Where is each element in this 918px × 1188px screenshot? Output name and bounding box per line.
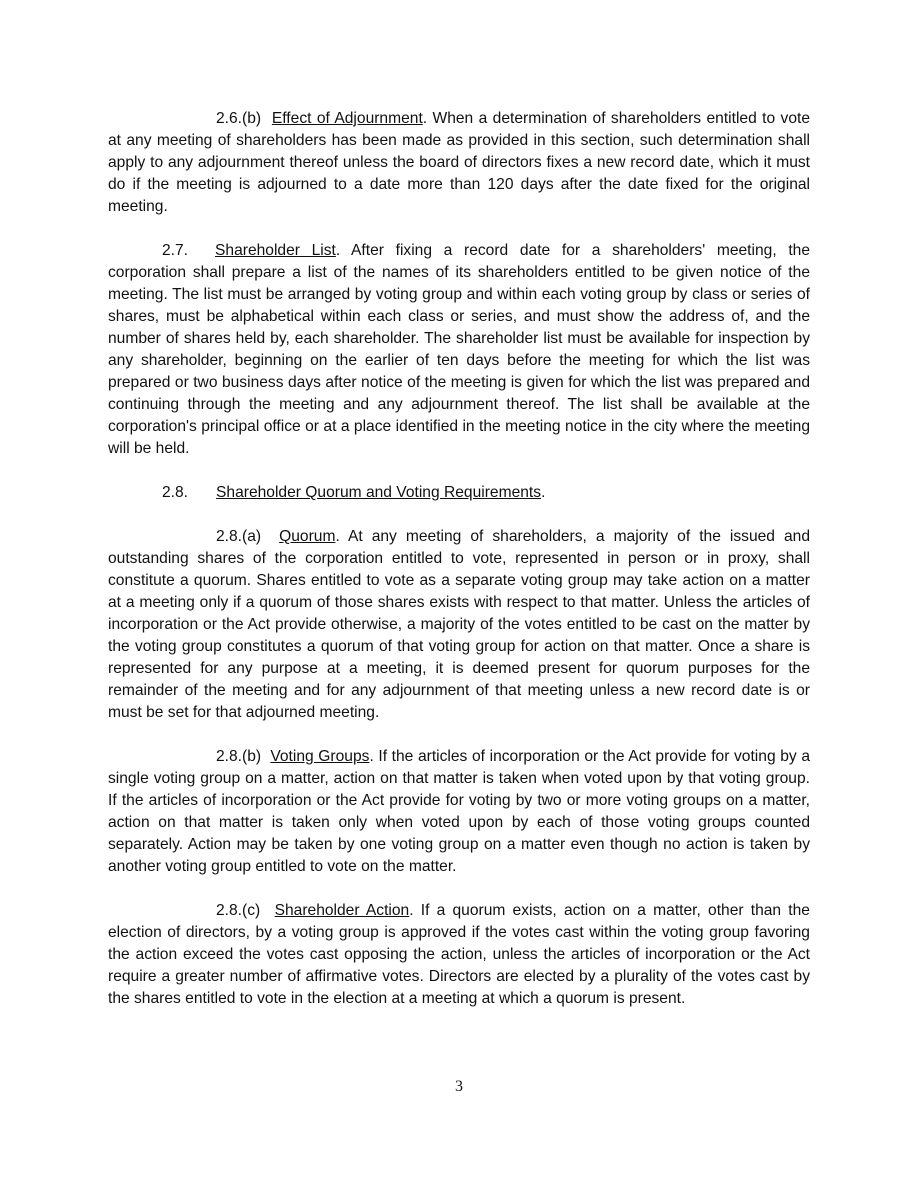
section-body: . After fixing a record date for a shareholders' meeting, the corporation shall prepare a list of the names of its shareholders entitled to be given notice of the meeting. The list must be arranged by voting group and within each voting group by class or series of shares, must be alphabetical within each class or series, and must show the address of, and the number of shares held by, each shareholder. The shareholder list must be available for inspection by any shareholder, beginning on the earlier of ten days before the meeting for which the list was prepared or two business days after notice of the meeting is given for which the list was prepared and continuing through the meeting and any adjournment thereof. The list shall be available at the corporation's principal office or at a place identified in the meeting notice in the city where the meeting will be held. [108, 242, 810, 457]
section-number: 2.7. [162, 242, 189, 259]
section-title: Effect of Adjournment [271, 110, 423, 127]
section-number: 2.6.(b) [216, 110, 262, 127]
section-body: . If a quorum exists, action on a matter, other than the election of directors, by a voting group is approved if the votes cast within the voting group favoring the action exceed the votes cast opposing the action, unless the articles of incorporation or the Act require a greater number of affirmative votes. Directors are elected by a plurality of the votes cast by the shares entitled to vote in the election at a meeting at which a quorum is present. [108, 902, 810, 1007]
section-title: Voting Groups [270, 748, 370, 765]
paragraph-2-8-a [108, 526, 810, 724]
paragraph-2-8-b [108, 746, 810, 878]
section-suffix: . [541, 484, 546, 501]
section-body: . At any meeting of shareholders, a majority of the issued and outstanding shares of the corporation entitled to vote, represented in person or in proxy, shall constitute a quorum. Shares entitled to vote as a separate voting group may take action on a matter at a meeting only if a quorum of those shares exists with respect to that matter. Unless the articles of incorporation or the Act provide otherwise, a majority of the votes entitled to be cast on the matter by the voting group constitutes a quorum of that voting group for action on that matter. Once a share is represented for any purpose at a meeting, it is deemed present for quorum purposes for the remainder of the meeting and for any adjournment of that meeting unless a new record date is or must be set for that adjourned meeting. [108, 528, 810, 721]
page-number: 3 [455, 1078, 463, 1095]
section-number: 2.8.(b) [216, 748, 262, 765]
paragraph-2-6-b [108, 108, 810, 218]
paragraph-2-8-c [108, 900, 810, 1010]
section-body: . If the articles of incorporation or the Act provide for voting by a single voting group on a matter, action on that matter is taken when voted upon by that voting group. If the articles of incorporation or the Act provide for voting by two or more voting groups on a matter, action on that matter is taken only when voted upon by each of those voting groups counted separately. Action may be taken by one voting group on a matter even though no action is taken by another voting group entitled to vote on the matter. [108, 748, 810, 875]
section-number: 2.8.(c) [216, 902, 261, 919]
section-body: . When a determination of shareholders entitled to vote at any meeting of shareholders has been made as provided in this section, such determination shall apply to any adjournment thereof unless the board of directors fixes a new record date, which it must do if the meeting is adjourned to a date more than 120 days after the date fixed for the original meeting. [108, 110, 811, 215]
heading-2-8 [162, 482, 545, 504]
section-title: Quorum [279, 528, 336, 545]
paragraph-2-7 [108, 240, 810, 460]
section-number: 2.8.(a) [216, 528, 262, 545]
section-title: Shareholder Action [274, 902, 410, 919]
section-title: Shareholder List [215, 242, 336, 259]
section-title: Shareholder Quorum and Voting Requirements [216, 484, 542, 501]
section-number: 2.8. [162, 484, 189, 501]
